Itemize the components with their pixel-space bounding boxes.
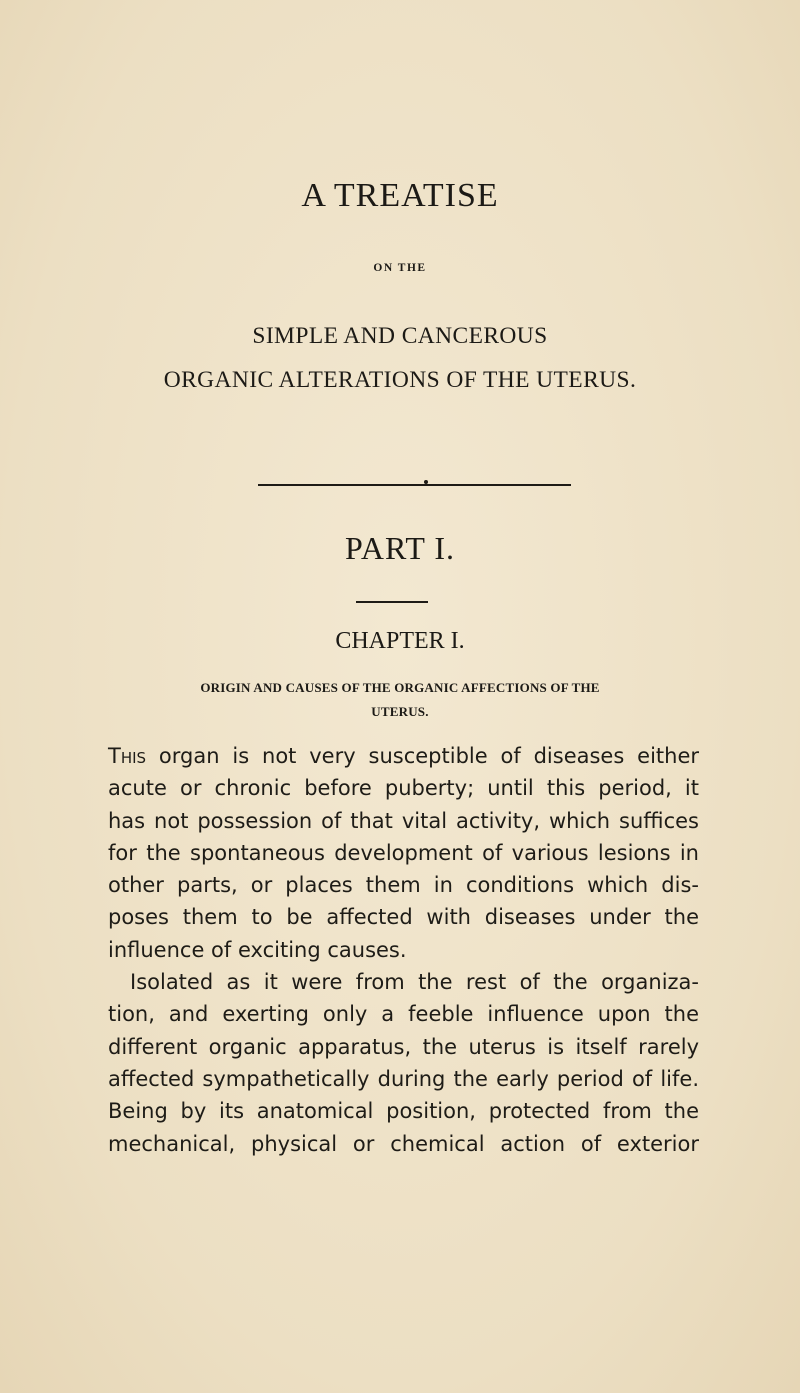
subtitle-line-1: SIMPLE AND CANCEROUS <box>252 323 548 349</box>
body-text <box>108 740 699 1160</box>
paragraph-2-line-3: different organic apparatus, the uterus is itself rarely <box>108 1034 699 1059</box>
paragraph-2-line-4: affected sympathetically during the early period of life. <box>108 1066 699 1091</box>
divider-dot <box>424 480 428 484</box>
chapter-heading: CHAPTER I. <box>335 628 465 654</box>
paragraph-1-line-1: This organ is not very susceptible of diseases either <box>108 744 699 768</box>
subtitle-line-2: ORGANIC ALTERATIONS OF THE UTERUS. <box>163 367 637 393</box>
paragraph-2-line-1: Isolated as it were from the rest of the organiza- <box>130 970 699 995</box>
chapter-subheading-line-1: ORIGIN AND CAUSES OF THE ORGANIC AFFECTIONS OF THE <box>200 680 600 695</box>
part-heading: PART I. <box>344 530 455 566</box>
treatise-title: A TREATISE <box>301 177 499 214</box>
chapter-subheading-line-2: UTERUS. <box>371 704 429 719</box>
paragraph-1-line-7: influence of exciting causes. <box>108 937 407 962</box>
paragraph-2-line-2: tion, and exerting only a feeble influence upon the <box>108 1002 699 1027</box>
paragraph-2-line-6: mechanical, physical or chemical action of exterior <box>108 1131 699 1156</box>
title-connector: ON THE <box>373 262 427 274</box>
paragraph-1-line-5: other parts, or places them in conditions which dis- <box>108 873 699 898</box>
paragraph-2-line-5: Being by its anatomical position, protected from the <box>108 1099 699 1124</box>
paragraph-1-first-word: This <box>108 744 147 768</box>
title-divider-rule <box>258 484 571 486</box>
paragraph-1-line-3: has not possession of that vital activity, which suffices <box>108 808 699 833</box>
paragraph-1-line-6: poses them to be affected with diseases under the <box>108 905 699 930</box>
paragraph-1-line-4: for the spontaneous development of various lesions in <box>108 840 699 865</box>
paragraph-1-line-2: acute or chronic before puberty; until this period, it <box>108 776 699 801</box>
part-divider-rule <box>356 601 428 603</box>
